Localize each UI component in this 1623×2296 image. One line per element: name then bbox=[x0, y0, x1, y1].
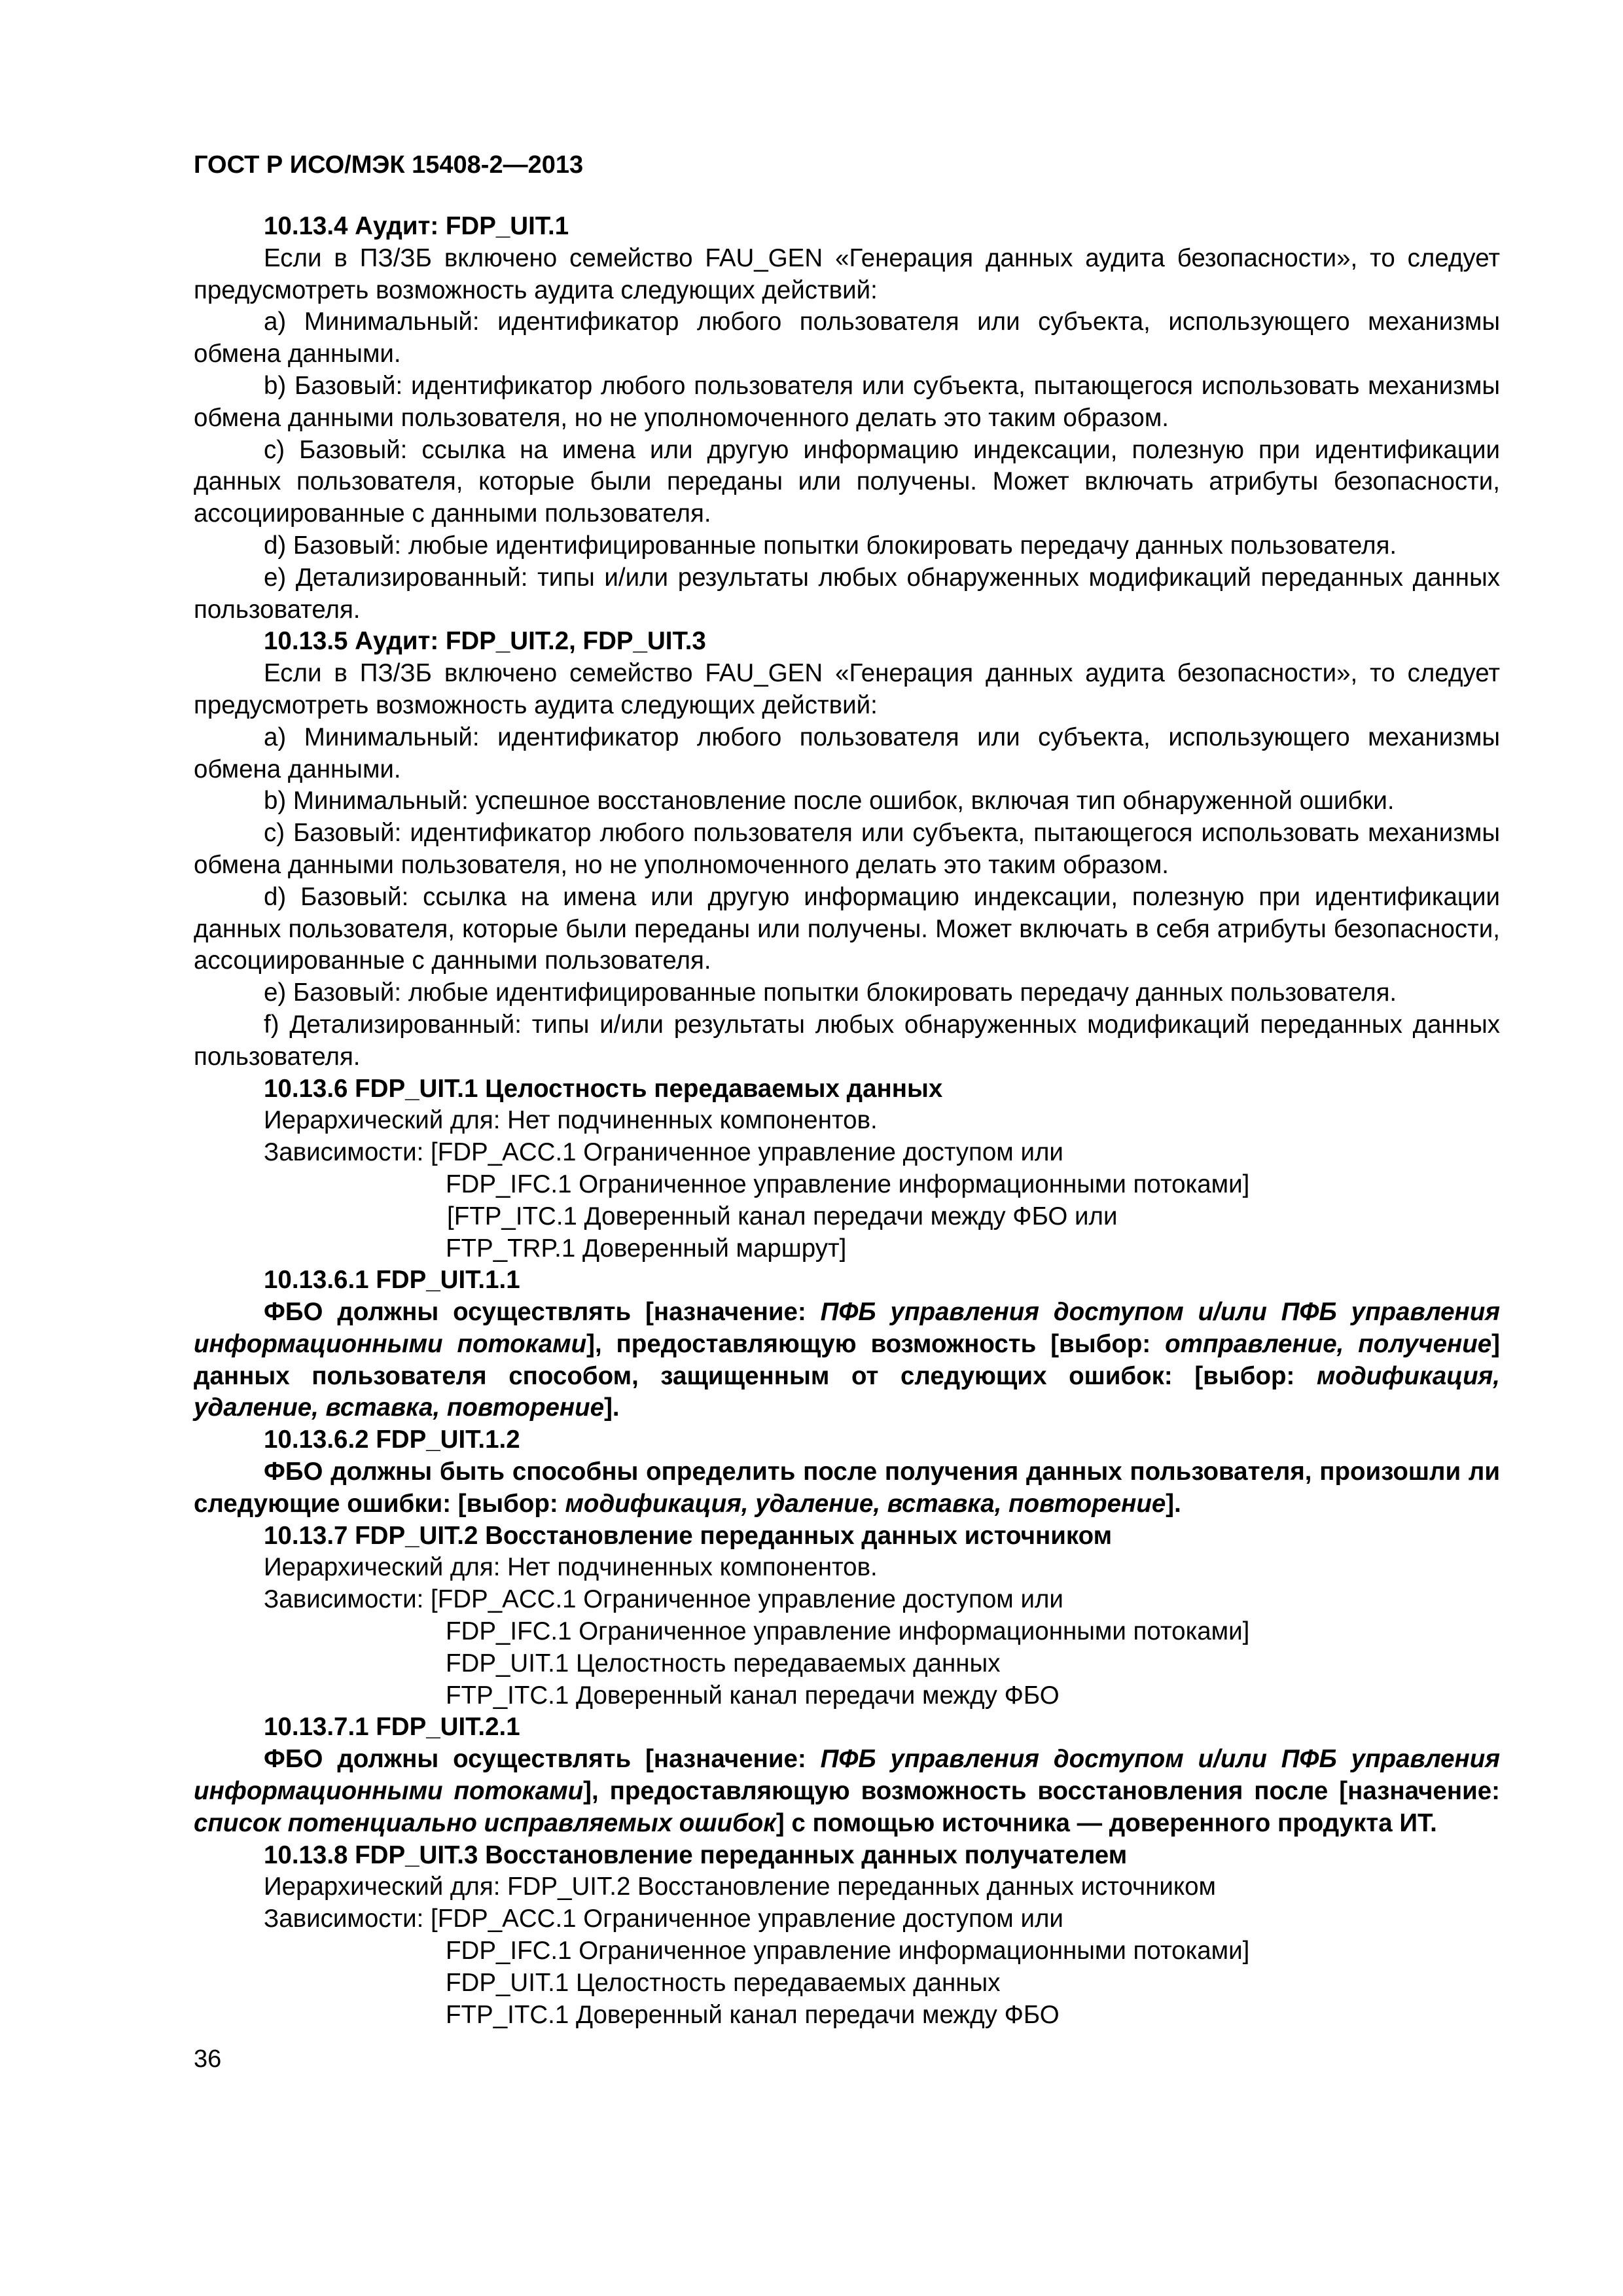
list-item: b) Базовый: идентификатор любого пользователя или субъекта, пытающегося использовать механизмы обмена данными пользователя, но не уполномоченного делать это таким образом. bbox=[194, 371, 1500, 432]
requirement-assignment: список потенциально исправляемых ошибок bbox=[194, 1808, 776, 1837]
requirement-paragraph bbox=[194, 1297, 1500, 1424]
requirement-text: ]. bbox=[604, 1393, 620, 1422]
list-item: a) Минимальный: идентификатор любого пользователя или субъекта, использующего механизмы обмена данными. bbox=[194, 723, 1500, 783]
dependency-line: FDP_IFC.1 Ограниченное управление информационными потоками] bbox=[446, 1617, 1250, 1646]
requirement-text: ], предоставляющую возможность восстановления после [назначение: bbox=[583, 1777, 1500, 1806]
dependency-line: Зависимости: [FDP_ACC.1 Ограниченное управление доступом или bbox=[264, 1138, 1063, 1167]
list-item: d) Базовый: ссылка на имена или другую информацию индексации, полезную при идентификации данных пользователя, которые были переданы или получены. Может включать в себя атрибуты безопасности, ассоциированные с данными пользователя. bbox=[194, 882, 1500, 975]
dependency-line: FDP_IFC.1 Ограниченное управление информационными потоками] bbox=[446, 1170, 1250, 1198]
requirement-text: ] с помощью источника — доверенного продукта ИТ. bbox=[776, 1808, 1437, 1837]
element-heading-10-13-6-1: 10.13.6.1 FDP_UIT.1.1 bbox=[264, 1266, 520, 1295]
document-body bbox=[194, 211, 1500, 2031]
requirement-paragraph bbox=[194, 1456, 1500, 1520]
requirement-text: ] данных пользователя способом, защищенным от следующих ошибок: [выбор: bbox=[194, 1329, 1500, 1390]
element-heading-10-13-6-2: 10.13.6.2 FDP_UIT.1.2 bbox=[264, 1426, 520, 1454]
hierarchy-line: Иерархический для: FDP_UIT.2 Восстановление переданных данных источником bbox=[264, 1873, 1217, 1901]
requirement-text: ]. bbox=[1166, 1489, 1181, 1518]
dependency-line: [FTP_ITC.1 Доверенный канал передачи между ФБО или bbox=[447, 1202, 1118, 1230]
section-heading-10-13-7: 10.13.7 FDP_UIT.2 Восстановление переданных данных источником bbox=[264, 1521, 1113, 1550]
dependency-line: FDP_UIT.1 Целостность передаваемых данных bbox=[446, 1649, 1001, 1677]
requirement-selection: модификация, удаление, вставка, повторение bbox=[194, 1361, 1500, 1422]
requirement-assignment: ПФБ управления доступом и/или ПФБ управления информационными потоками bbox=[194, 1745, 1500, 1806]
requirement-text: ], предоставляющую возможность [выбор: bbox=[586, 1329, 1166, 1358]
page-number: 36 bbox=[194, 2045, 222, 2073]
hierarchy-line: Иерархический для: Нет подчиненных компонентов. bbox=[264, 1106, 878, 1135]
dependency-line: FTP_ITC.1 Доверенный канал передачи между ФБО bbox=[446, 1681, 1060, 1710]
list-item: c) Базовый: ссылка на имена или другую информацию индексации, полезную при идентификации данных пользователя, которые были переданы или получены. Может включать атрибуты безопасности, ассоциированные с данными пользователя. bbox=[194, 435, 1500, 528]
requirement-text: ФБО должны осуществлять [назначение: bbox=[264, 1745, 821, 1774]
list-item: d) Базовый: любые идентифицированные попытки блокировать передачу данных пользователя. bbox=[264, 531, 1397, 560]
list-item: f) Детализированный: типы и/или результаты любых обнаруженных модификаций переданных данных пользователя. bbox=[194, 1010, 1500, 1071]
requirement-text: ФБО должны осуществлять [назначение: bbox=[264, 1298, 821, 1327]
section-heading-10-13-4: 10.13.4 Аудит: FDP_UIT.1 bbox=[264, 212, 569, 240]
dependency-line: FTP_TRP.1 Доверенный маршрут] bbox=[446, 1234, 847, 1263]
dependency-line: FDP_IFC.1 Ограниченное управление информационными потоками] bbox=[446, 1937, 1250, 1965]
requirement-text: ФБО должны быть способны определить после получения данных пользователя, произошли ли следующие ошибки: [выбор: bbox=[194, 1458, 1500, 1518]
section-heading-10-13-5: 10.13.5 Аудит: FDP_UIT.2, FDP_UIT.3 bbox=[264, 627, 706, 656]
dependency-line: Зависимости: [FDP_ACC.1 Ограниченное управление доступом или bbox=[264, 1585, 1063, 1614]
list-item: b) Минимальный: успешное восстановление после ошибок, включая тип обнаруженной ошибки. bbox=[264, 787, 1395, 816]
list-item: e) Базовый: любые идентифицированные попытки блокировать передачу данных пользователя. bbox=[264, 978, 1397, 1007]
paragraph: Если в ПЗ/ЗБ включено семейство FAU_GEN «Генерация данных аудита безопасности», то следует предусмотреть возможность аудита следующих действий: bbox=[194, 243, 1500, 304]
dependency-line: Зависимости: [FDP_ACC.1 Ограниченное управление доступом или bbox=[264, 1905, 1063, 1933]
element-heading-10-13-7-1: 10.13.7.1 FDP_UIT.2.1 bbox=[264, 1713, 520, 1742]
requirement-paragraph bbox=[194, 1744, 1500, 1839]
paragraph: Если в ПЗ/ЗБ включено семейство FAU_GEN «Генерация данных аудита безопасности», то следует предусмотреть возможность аудита следующих действий: bbox=[194, 659, 1500, 719]
document-header: ГОСТ Р ИСО/МЭК 15408-2—2013 bbox=[194, 151, 584, 179]
requirement-selection: отправление, получение bbox=[1165, 1329, 1492, 1358]
document-page bbox=[194, 0, 1500, 2296]
hierarchy-line: Иерархический для: Нет подчиненных компонентов. bbox=[264, 1553, 878, 1582]
list-item: c) Базовый: идентификатор любого пользователя или субъекта, пытающегося использовать механизмы обмена данными пользователя, но не уполномоченного делать это таким образом. bbox=[194, 819, 1500, 879]
requirement-assignment: ПФБ управления доступом и/или ПФБ управления информационными потоками bbox=[194, 1298, 1500, 1358]
dependency-line: FDP_UIT.1 Целостность передаваемых данных bbox=[446, 1968, 1001, 1997]
section-heading-10-13-8: 10.13.8 FDP_UIT.3 Восстановление переданных данных получателем bbox=[264, 1840, 1128, 1869]
dependency-line: FTP_ITC.1 Доверенный канал передачи между ФБО bbox=[446, 2000, 1060, 2029]
section-heading-10-13-6: 10.13.6 FDP_UIT.1 Целостность передаваемых данных bbox=[264, 1074, 943, 1103]
requirement-selection: модификация, удаление, вставка, повторение bbox=[565, 1489, 1166, 1518]
list-item: e) Детализированный: типы и/или результаты любых обнаруженных модификаций переданных данных пользователя. bbox=[194, 563, 1500, 624]
list-item: a) Минимальный: идентификатор любого пользователя или субъекта, использующего механизмы обмена данными. bbox=[194, 308, 1500, 368]
